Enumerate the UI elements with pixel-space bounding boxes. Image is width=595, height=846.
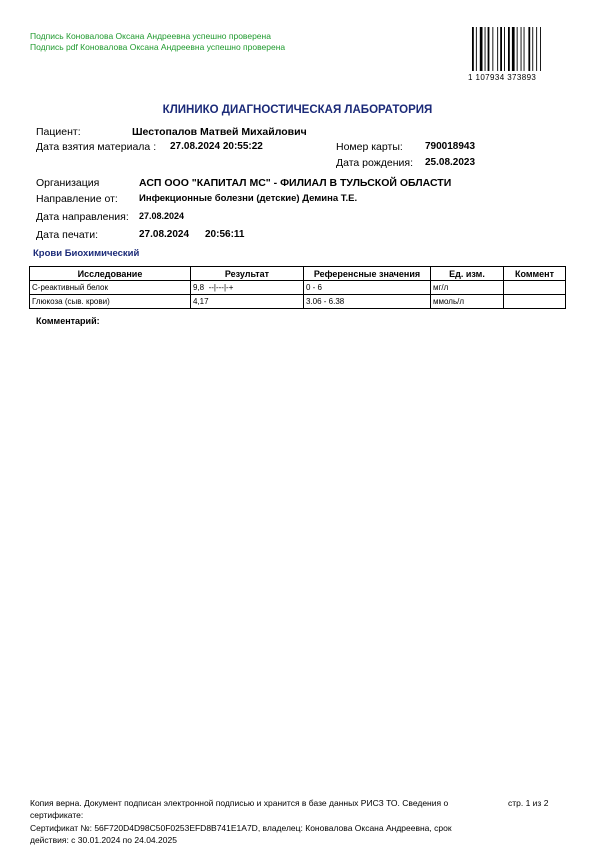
barcode-bar bbox=[536, 27, 537, 71]
header-test: Исследование bbox=[30, 267, 191, 281]
barcode-bar bbox=[528, 27, 530, 71]
barcode-bar bbox=[488, 27, 490, 71]
barcode-bar bbox=[497, 27, 498, 71]
organization-label: Организация bbox=[36, 177, 100, 189]
organization-value: АСП ООО "КАПИТАЛ МС" - ФИЛИАЛ В ТУЛЬСКОЙ ОБЛАСТИ bbox=[139, 177, 452, 189]
barcode-bar bbox=[485, 27, 486, 71]
referral-date-label: Дата направления: bbox=[36, 211, 129, 223]
barcode-bar bbox=[500, 27, 502, 71]
barcode-bar bbox=[517, 27, 518, 71]
referral-from-value: Инфекционные болезни (детские) Демина Т.Е. bbox=[139, 193, 358, 204]
print-date: 27.08.2024 bbox=[139, 229, 190, 240]
cell-comment bbox=[504, 295, 566, 309]
card-number-label: Номер карты: bbox=[336, 141, 403, 153]
table-row bbox=[30, 295, 566, 309]
signature-line-2: Подпись pdf Коновалова Оксана Андреевна успешно проверена bbox=[30, 42, 286, 52]
barcode-bar bbox=[540, 27, 541, 71]
table-header-row bbox=[30, 267, 566, 281]
cell-comment bbox=[504, 281, 566, 295]
lab-title: КЛИНИКО ДИАГНОСТИЧЕСКАЯ ЛАБОРАТОРИЯ bbox=[162, 104, 433, 116]
referral-date: 27.08.2024 bbox=[139, 211, 185, 221]
birth-date-label: Дата рождения: bbox=[336, 157, 413, 169]
patient-label: Пациент: bbox=[36, 126, 81, 138]
patient-name: Шестопалов Матвей Михайлович bbox=[132, 126, 307, 138]
section-title: Крови Биохимический bbox=[33, 248, 140, 259]
table-row bbox=[30, 281, 566, 295]
barcode-bar bbox=[472, 27, 474, 71]
cell-test: С-реактивный белок bbox=[30, 281, 191, 295]
barcode-bar bbox=[508, 27, 510, 71]
header-reference: Референсные значения bbox=[304, 267, 431, 281]
header-result: Результат bbox=[191, 267, 304, 281]
cell-unit: ммоль/л bbox=[431, 295, 504, 309]
sample-date: 27.08.2024 20:55:22 bbox=[170, 141, 263, 152]
footer-line-3: Сертификат №: 56F720D4D98C50F0253EFD8B741E1A7D, владелец: Коновалова Оксана Андреевна, срок bbox=[30, 823, 452, 833]
footer-line-1: Копия верна. Документ подписан электронной подписью и хранится в базе данных РИСЗ ТО. Сведения о bbox=[30, 798, 449, 808]
barcode-bar bbox=[521, 27, 522, 71]
cell-unit: мг/л bbox=[431, 281, 504, 295]
card-number: 790018943 bbox=[425, 141, 476, 152]
referral-from-label: Направление от: bbox=[36, 193, 118, 205]
header-unit: Ед. изм. bbox=[431, 267, 504, 281]
cell-reference: 0 - 6 bbox=[304, 281, 431, 295]
barcode-bar bbox=[492, 27, 493, 71]
cell-result: 9,8 --|---|-+ bbox=[191, 281, 304, 295]
page-number: стр. 1 из 2 bbox=[508, 798, 549, 808]
barcode-bar bbox=[480, 27, 483, 71]
header-comment: Коммент bbox=[504, 267, 566, 281]
birth-date: 25.08.2023 bbox=[425, 157, 476, 168]
barcode-bar bbox=[524, 27, 525, 71]
footer-line-2: сертификате: bbox=[30, 810, 84, 820]
barcode-bar bbox=[512, 27, 515, 71]
print-date-label: Дата печати: bbox=[36, 229, 99, 241]
barcode-digits: 1 107934 373893 bbox=[468, 73, 537, 82]
barcode-bar bbox=[532, 27, 533, 71]
footer-line-4: действия: с 30.01.2024 по 24.04.2025 bbox=[30, 835, 177, 845]
print-time: 20:56:11 bbox=[205, 229, 245, 240]
cell-reference: 3.06 - 6.38 bbox=[304, 295, 431, 309]
comment-label: Комментарий: bbox=[36, 316, 100, 326]
sample-date-label: Дата взятия материала : bbox=[36, 141, 157, 153]
results-table bbox=[29, 266, 566, 309]
cell-test: Глюкоза (сыв. крови) bbox=[30, 295, 191, 309]
barcode-bar bbox=[504, 27, 505, 71]
cell-result: 4,17 bbox=[191, 295, 304, 309]
barcode-bar bbox=[476, 27, 477, 71]
barcode bbox=[472, 27, 546, 71]
signature-line-1: Подпись Коновалова Оксана Андреевна успешно проверена bbox=[30, 31, 271, 41]
